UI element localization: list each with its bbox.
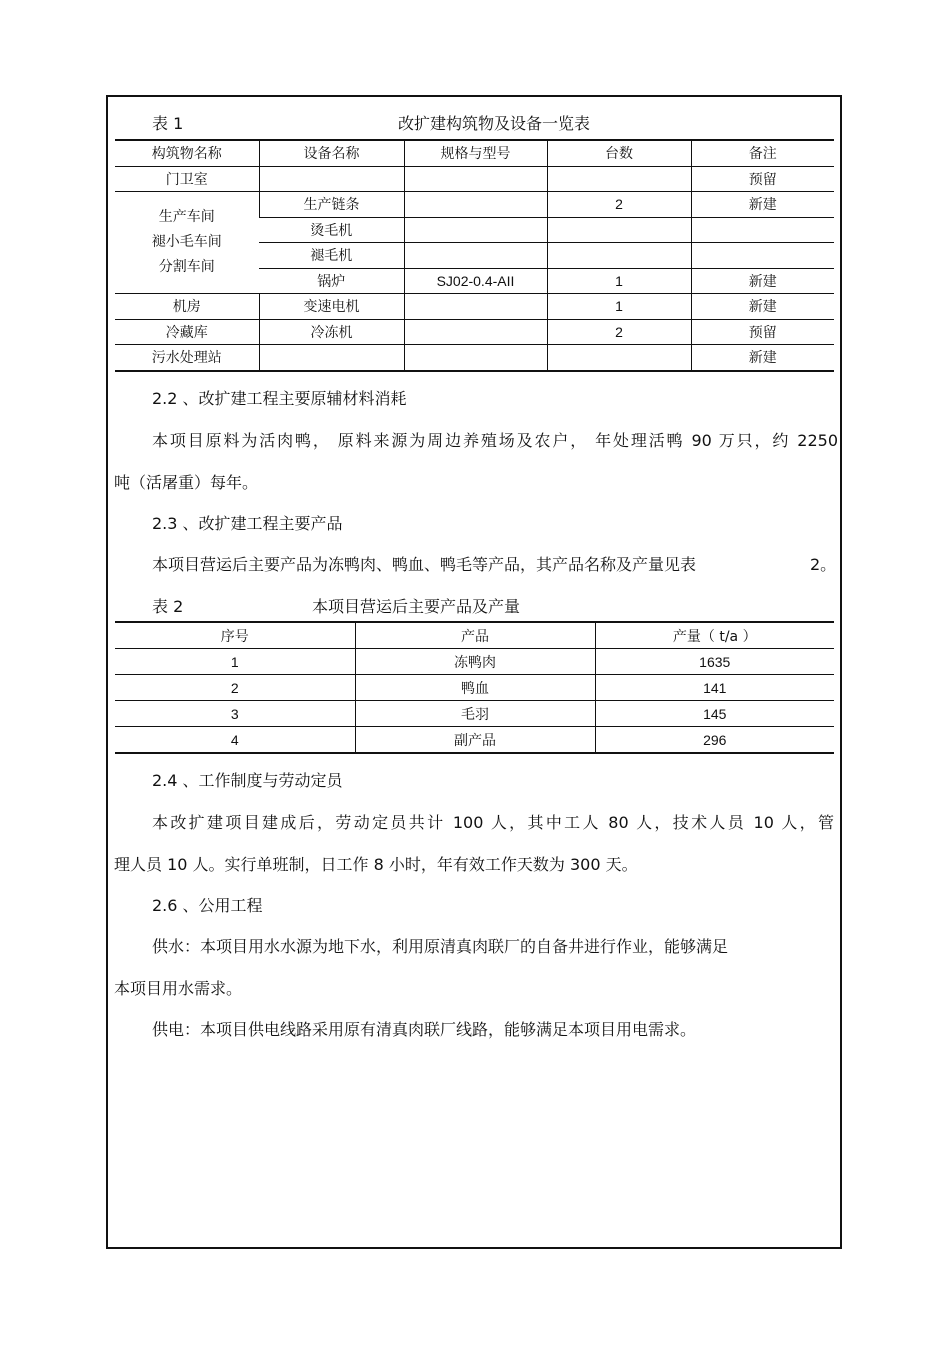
table-row	[115, 701, 834, 727]
note-cell: 新建	[691, 192, 834, 218]
product-cell: 毛羽	[355, 701, 595, 727]
note-cell	[691, 243, 834, 269]
table1	[115, 139, 834, 372]
table1-header-cell: 构筑物名称	[115, 140, 259, 166]
spec-cell	[404, 319, 547, 345]
table2-header-cell: 产量（ t/a ）	[595, 622, 834, 649]
table-row	[115, 675, 834, 701]
table2-header-row	[115, 622, 834, 649]
equipment-cell: 生产链条	[259, 192, 404, 218]
index-cell: 2	[115, 675, 355, 701]
spec-cell	[404, 217, 547, 243]
table2-number: 表 2	[152, 597, 184, 616]
table2-header-cell: 序号	[115, 622, 355, 649]
note-cell: 预留	[691, 166, 834, 192]
count-cell: 1	[547, 268, 691, 294]
product-cell: 鸭血	[355, 675, 595, 701]
water-supply-line: 供水：本项目用水水源为地下水，利用原清真肉联厂的自备井进行作业，能够满足	[152, 937, 729, 956]
spec-cell	[404, 294, 547, 320]
product-cell: 冻鸭肉	[355, 649, 595, 675]
count-cell	[547, 345, 691, 371]
count-cell	[547, 217, 691, 243]
power-supply-line: 供电：本项目供电线路采用原有清真肉联厂线路，能够满足本项目用电需求。	[152, 1020, 697, 1039]
equipment-cell: 褪毛机	[259, 243, 404, 269]
count-cell	[547, 243, 691, 269]
note-cell: 预留	[691, 319, 834, 345]
building-cell: 门卫室	[115, 166, 259, 192]
table1-header-cell: 设备名称	[259, 140, 404, 166]
equipment-cell: 冷冻机	[259, 319, 404, 345]
equipment-cell	[259, 345, 404, 371]
section-heading: 2.6 、公用工程	[152, 896, 263, 915]
building-cell: 污水处理站	[115, 345, 259, 371]
water-supply-line: 本项目用水需求。	[114, 979, 243, 998]
note-cell	[691, 217, 834, 243]
section-heading: 2.2 、改扩建工程主要原辅材料消耗	[152, 389, 407, 408]
table2	[115, 621, 834, 754]
table-row	[115, 649, 834, 675]
spec-cell: SJ02-0.4-AII	[404, 268, 547, 294]
building-cell: 生产车间 褪小毛车间 分割车间	[115, 192, 259, 294]
paragraph-line: 本项目原料为活肉鸭， 原料来源为周边养殖场及农户， 年处理活鸭 90 万只，约 2250	[152, 431, 838, 450]
table1-header-cell: 规格与型号	[404, 140, 547, 166]
paragraph-line: 理人员 10 人。实行单班制，日工作 8 小时，年有效工作天数为 300 天。	[114, 855, 638, 874]
table-row	[115, 319, 834, 345]
building-cell: 冷藏库	[115, 319, 259, 345]
equipment-cell: 烫毛机	[259, 217, 404, 243]
paragraph-line: 吨（活屠重）每年。	[114, 473, 259, 492]
table1-header-row	[115, 140, 834, 166]
table-row	[115, 294, 834, 320]
spec-cell	[404, 166, 547, 192]
equipment-cell: 锅炉	[259, 268, 404, 294]
table-row	[115, 192, 834, 218]
count-cell: 2	[547, 319, 691, 345]
equipment-cell: 变速电机	[259, 294, 404, 320]
table1-title: 改扩建构筑物及设备一览表	[398, 114, 591, 133]
spec-cell	[404, 243, 547, 269]
output-cell: 141	[595, 675, 834, 701]
spec-cell	[404, 345, 547, 371]
index-cell: 1	[115, 649, 355, 675]
note-cell: 新建	[691, 294, 834, 320]
product-cell: 副产品	[355, 727, 595, 754]
table2-title: 本项目营运后主要产品及产量	[312, 597, 521, 616]
table2-header-cell: 产品	[355, 622, 595, 649]
output-cell: 1635	[595, 649, 834, 675]
table-row	[115, 727, 834, 754]
note-cell: 新建	[691, 345, 834, 371]
spec-cell	[404, 192, 547, 218]
section-heading: 2.3 、改扩建工程主要产品	[152, 514, 343, 533]
paragraph-line: 本改扩建项目建成后，劳动定员共计 100 人，其中工人 80 人，技术人员 10 人，管	[152, 813, 834, 832]
count-cell: 2	[547, 192, 691, 218]
equipment-cell	[259, 166, 404, 192]
table1-number: 表 1	[152, 114, 184, 133]
count-cell	[547, 166, 691, 192]
count-cell: 1	[547, 294, 691, 320]
section-heading: 2.4 、工作制度与劳动定员	[152, 771, 343, 790]
index-cell: 3	[115, 701, 355, 727]
paragraph-line: 本项目营运后主要产品为冻鸭肉、鸭血、鸭毛等产品，其产品名称及产量见表	[152, 555, 697, 574]
building-cell: 机房	[115, 294, 259, 320]
output-cell: 145	[595, 701, 834, 727]
table-row	[115, 345, 834, 371]
note-cell: 新建	[691, 268, 834, 294]
table1-header-cell: 台数	[547, 140, 691, 166]
table-reference: 2。	[810, 555, 837, 574]
table1-header-cell: 备注	[691, 140, 834, 166]
output-cell: 296	[595, 727, 834, 754]
table-row	[115, 166, 834, 192]
index-cell: 4	[115, 727, 355, 754]
